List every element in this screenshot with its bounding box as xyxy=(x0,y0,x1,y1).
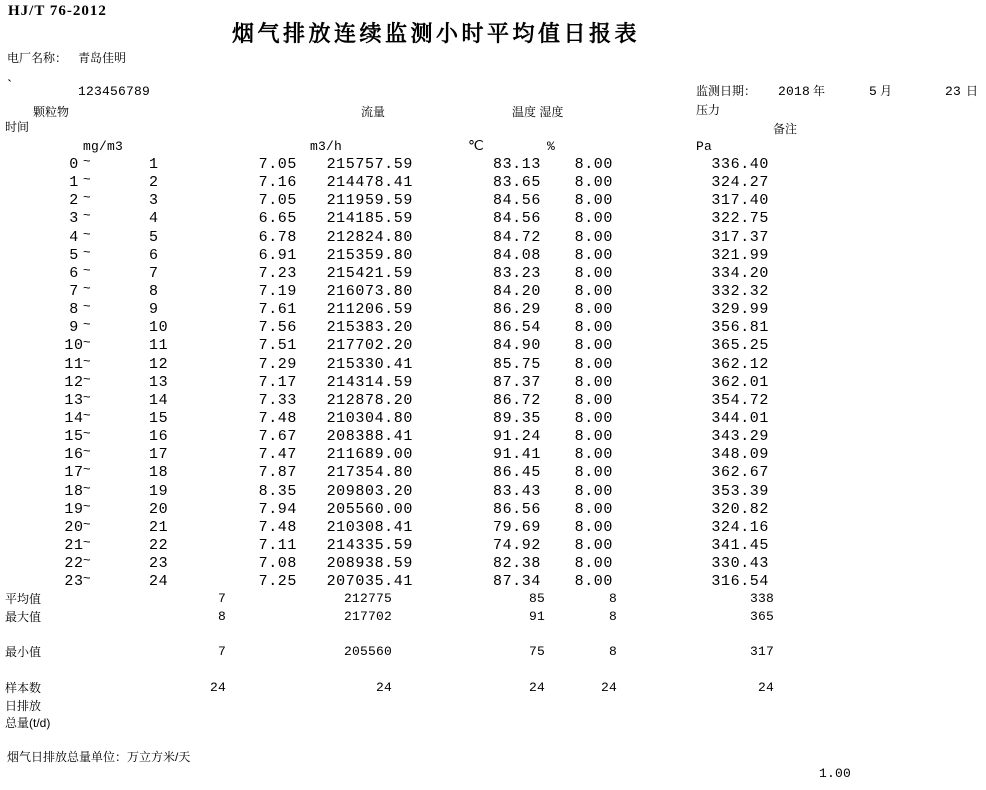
hour-end: 6 xyxy=(149,246,159,264)
table-row xyxy=(0,352,986,374)
pressure-value: 353.39 xyxy=(711,482,769,500)
monitor-date-label: 监测日期： xyxy=(696,84,757,98)
tilde-separator: ~ xyxy=(83,406,91,422)
temperature-value: 89.35 xyxy=(492,409,541,427)
table-row xyxy=(0,225,986,247)
hour-end: 13 xyxy=(149,373,169,391)
tilde-separator: ~ xyxy=(83,570,91,586)
hour-start: 4 xyxy=(69,228,79,246)
humidity-value: 8.00 xyxy=(574,500,613,518)
flow-value: 211689.00 xyxy=(326,446,413,464)
table-row xyxy=(0,479,986,501)
pm-value: 7.08 xyxy=(258,555,297,573)
pm-value: 7.05 xyxy=(258,156,297,173)
hour-start: 6 xyxy=(69,264,79,282)
temperature-value: 74.92 xyxy=(492,536,541,554)
humidity-value: 8.00 xyxy=(574,573,613,591)
pressure-value: 317.40 xyxy=(711,192,769,210)
temperature-value: 84.56 xyxy=(492,192,541,210)
tilde-separator: ~ xyxy=(83,261,91,277)
col-header-temp-hum: 温度 湿度 xyxy=(512,105,564,119)
hour-end: 9 xyxy=(149,301,159,319)
pm-value: 7.33 xyxy=(258,391,297,409)
temperature-value: 86.72 xyxy=(492,391,541,409)
pressure-min: 317 xyxy=(749,644,774,659)
plant-name-label: 电厂名称： xyxy=(7,51,68,65)
tilde-separator: ~ xyxy=(83,352,91,368)
daily-emission-label-line2: 总量(t/d) xyxy=(5,716,51,730)
hour-start: 9 xyxy=(69,319,79,337)
pressure-value: 362.01 xyxy=(711,373,769,391)
humidity-value: 8.00 xyxy=(574,337,613,355)
tilde-separator: ~ xyxy=(83,388,91,404)
humidity-value: 8.00 xyxy=(574,464,613,482)
temperature-value: 84.08 xyxy=(492,246,541,264)
plant-name-value: 青岛佳明 xyxy=(78,51,127,65)
table-row xyxy=(0,298,986,319)
hour-start: 21 xyxy=(64,536,84,554)
pm-value: 7.19 xyxy=(258,282,297,300)
temperature-value: 86.54 xyxy=(492,319,541,337)
humidity-value: 8.00 xyxy=(574,264,613,282)
pressure-value: 362.67 xyxy=(711,464,769,482)
hour-start: 0 xyxy=(69,156,79,173)
flow-value: 211959.59 xyxy=(326,192,413,210)
humidity-value: 8.00 xyxy=(574,282,613,300)
temperature-value: 84.72 xyxy=(492,228,541,246)
temperature-value: 86.45 xyxy=(492,464,541,482)
temperature-value: 84.56 xyxy=(492,210,541,228)
tilde-separator: ~ xyxy=(83,425,91,441)
tilde-separator: ~ xyxy=(83,515,91,531)
summary-row-average xyxy=(0,590,986,608)
humidity-value: 8.00 xyxy=(574,391,613,409)
flow-average: 212775 xyxy=(343,591,392,606)
monitor-date-year-unit: 年 xyxy=(813,84,826,98)
temperature-value: 91.24 xyxy=(492,428,541,446)
tilde-separator: ~ xyxy=(83,189,91,205)
temperature-max: 91 xyxy=(528,609,545,624)
pressure-value: 348.09 xyxy=(711,446,769,464)
tilde-separator: ~ xyxy=(83,207,91,223)
hour-end: 3 xyxy=(149,192,159,210)
temperature-average: 85 xyxy=(528,591,545,606)
hour-end: 15 xyxy=(149,409,169,427)
humidity-value: 8.00 xyxy=(574,518,613,536)
flow-value: 215757.59 xyxy=(326,156,413,173)
hour-start: 23 xyxy=(64,573,84,591)
pressure-value: 336.40 xyxy=(711,156,769,173)
pm-value: 7.94 xyxy=(258,500,297,518)
hour-end: 12 xyxy=(149,355,169,373)
table-row xyxy=(0,533,986,555)
tilde-separator: ~ xyxy=(83,225,91,241)
table-row xyxy=(0,425,986,446)
flow-value: 215383.20 xyxy=(326,319,413,337)
flow-value: 216073.80 xyxy=(326,282,413,300)
pressure-value: 344.01 xyxy=(711,409,769,427)
pm-value: 7.87 xyxy=(258,464,297,482)
pm-value: 8.35 xyxy=(258,482,297,500)
table-row xyxy=(0,497,986,519)
hour-start: 2 xyxy=(69,192,79,210)
humidity-value: 8.00 xyxy=(574,319,613,337)
flow-value: 217354.80 xyxy=(326,464,413,482)
pressure-value: 332.32 xyxy=(711,282,769,300)
hour-end: 22 xyxy=(149,536,169,554)
pm-value: 7.16 xyxy=(258,174,297,192)
flow-value: 215421.59 xyxy=(326,264,413,282)
temperature-value: 87.37 xyxy=(492,373,541,391)
temperature-value: 86.56 xyxy=(492,500,541,518)
tilde-separator: ~ xyxy=(83,533,91,549)
flow-sample-count: 24 xyxy=(375,680,392,695)
flow-value: 215330.41 xyxy=(326,355,413,373)
flow-value: 208388.41 xyxy=(326,428,413,446)
unit-flow: m3/h xyxy=(310,139,343,154)
hour-start: 17 xyxy=(64,464,84,482)
humidity-value: 8.00 xyxy=(574,373,613,391)
temperature-value: 83.65 xyxy=(492,174,541,192)
pm-value: 7.47 xyxy=(258,446,297,464)
pm-value: 6.65 xyxy=(258,210,297,228)
pressure-value: 362.12 xyxy=(711,355,769,373)
hour-start: 20 xyxy=(64,518,84,536)
hour-end: 16 xyxy=(149,428,169,446)
hour-end: 24 xyxy=(149,573,169,591)
report-title: 烟气排放连续监测小时平均值日报表 xyxy=(232,21,641,46)
humidity-min: 8 xyxy=(608,644,617,659)
table-row xyxy=(0,334,986,355)
hour-end: 1 xyxy=(149,156,159,173)
pressure-average: 338 xyxy=(749,591,774,606)
table-row xyxy=(0,461,986,482)
hour-start: 1 xyxy=(69,174,79,192)
unit-pressure: Pa xyxy=(696,139,713,154)
pressure-value: 322.75 xyxy=(711,210,769,228)
hour-start: 3 xyxy=(69,210,79,228)
summary-label: 平均值 xyxy=(5,592,42,606)
hour-end: 7 xyxy=(149,264,159,282)
table-row xyxy=(0,189,986,210)
pressure-max: 365 xyxy=(749,609,774,624)
hour-end: 2 xyxy=(149,174,159,192)
tilde-separator: ~ xyxy=(83,153,91,168)
pressure-value: 341.45 xyxy=(711,536,769,554)
pressure-value: 330.43 xyxy=(711,555,769,573)
humidity-value: 8.00 xyxy=(574,301,613,319)
humidity-value: 8.00 xyxy=(574,409,613,427)
pm-max: 8 xyxy=(217,609,226,624)
pm-value: 7.05 xyxy=(258,192,297,210)
table-row xyxy=(0,388,986,410)
temperature-value: 79.69 xyxy=(492,518,541,536)
col-header-remark: 备注 xyxy=(773,122,798,136)
summary-label: 样本数 xyxy=(5,681,42,695)
unit-temp: ℃ xyxy=(468,137,484,153)
flow-value: 214314.59 xyxy=(326,373,413,391)
flow-value: 214335.59 xyxy=(326,536,413,554)
table-row xyxy=(0,153,986,174)
flow-value: 215359.80 xyxy=(326,246,413,264)
pm-value: 7.25 xyxy=(258,573,297,591)
pressure-value: 329.99 xyxy=(711,301,769,319)
pm-min: 7 xyxy=(217,644,226,659)
pressure-value: 324.16 xyxy=(711,518,769,536)
temperature-value: 83.13 xyxy=(492,156,541,173)
flow-value: 211206.59 xyxy=(326,301,413,319)
pressure-value: 321.99 xyxy=(711,246,769,264)
hour-start: 10 xyxy=(64,337,84,355)
hour-start: 16 xyxy=(64,446,84,464)
pm-value: 7.51 xyxy=(258,337,297,355)
pm-value: 7.56 xyxy=(258,319,297,337)
monitor-date-year: 2018 xyxy=(778,84,811,99)
flow-value: 212878.20 xyxy=(326,391,413,409)
temperature-value: 86.29 xyxy=(492,301,541,319)
pressure-value: 317.37 xyxy=(711,228,769,246)
flow-value: 214478.41 xyxy=(326,174,413,192)
hour-end: 11 xyxy=(149,337,169,355)
pressure-value: 365.25 xyxy=(711,337,769,355)
tilde-separator: ~ xyxy=(83,497,91,513)
pm-value: 7.11 xyxy=(258,536,297,554)
tilde-separator: ~ xyxy=(83,461,91,477)
humidity-value: 8.00 xyxy=(574,428,613,446)
flow-value: 207035.41 xyxy=(326,573,413,591)
table-row xyxy=(0,279,986,301)
humidity-value: 8.00 xyxy=(574,555,613,573)
col-header-pressure: 压力 xyxy=(696,103,721,117)
flow-value: 208938.59 xyxy=(326,555,413,573)
pm-value: 7.67 xyxy=(258,428,297,446)
humidity-value: 8.00 xyxy=(574,446,613,464)
col-header-time: 时间 xyxy=(5,120,30,134)
hour-start: 13 xyxy=(64,391,84,409)
hour-end: 5 xyxy=(149,228,159,246)
table-row xyxy=(0,370,986,392)
daily-total-unit-note: 烟气日排放总量单位：万立方米/天 xyxy=(7,750,191,764)
humidity-value: 8.00 xyxy=(574,355,613,373)
tilde-separator: ~ xyxy=(83,316,91,332)
hour-end: 23 xyxy=(149,555,169,573)
summary-row-max xyxy=(0,608,986,626)
humidity-value: 8.00 xyxy=(574,482,613,500)
humidity-value: 8.00 xyxy=(574,192,613,210)
table-row xyxy=(0,515,986,537)
pm-value: 7.23 xyxy=(258,264,297,282)
pressure-value: 334.20 xyxy=(711,264,769,282)
summary-row-min xyxy=(0,643,986,661)
pm-average: 7 xyxy=(217,591,226,606)
temperature-value: 87.34 xyxy=(492,573,541,591)
humidity-average: 8 xyxy=(608,591,617,606)
table-row xyxy=(0,570,986,591)
humidity-value: 8.00 xyxy=(574,228,613,246)
hour-start: 19 xyxy=(64,500,84,518)
tilde-separator: ~ xyxy=(83,279,91,295)
tilde-separator: ~ xyxy=(83,370,91,386)
hour-start: 12 xyxy=(64,373,84,391)
flow-value: 214185.59 xyxy=(326,210,413,228)
monitor-date-month: 5 xyxy=(869,84,878,99)
flow-value: 209803.20 xyxy=(326,482,413,500)
pressure-value: 356.81 xyxy=(711,319,769,337)
serial-number: 123456789 xyxy=(78,84,151,99)
temperature-value: 82.38 xyxy=(492,555,541,573)
tilde-separator: ~ xyxy=(83,298,91,314)
tilde-separator: ~ xyxy=(83,443,91,459)
flow-value: 212824.80 xyxy=(326,228,413,246)
hour-start: 8 xyxy=(69,301,79,319)
temperature-value: 85.75 xyxy=(492,355,541,373)
flow-value: 217702.20 xyxy=(326,337,413,355)
pressure-value: 343.29 xyxy=(711,428,769,446)
unit-pm: mg/m3 xyxy=(83,139,124,154)
monitor-date-month-unit: 月 xyxy=(880,84,893,98)
tilde-separator: ~ xyxy=(83,479,91,495)
hour-end: 8 xyxy=(149,282,159,300)
table-row xyxy=(0,406,986,428)
hour-end: 20 xyxy=(149,500,169,518)
pm-value: 7.17 xyxy=(258,373,297,391)
flow-value: 210308.41 xyxy=(326,518,413,536)
tilde-separator: ~ xyxy=(83,334,91,350)
pm-sample-count: 24 xyxy=(209,680,226,695)
unit-humidity: % xyxy=(547,139,556,154)
standard-code: HJ/T 76-2012 xyxy=(8,3,107,19)
table-row xyxy=(0,207,986,228)
monitor-date-day-unit: 日 xyxy=(966,84,979,98)
pressure-value: 320.82 xyxy=(711,500,769,518)
pm-value: 7.29 xyxy=(258,355,297,373)
pm-value: 7.48 xyxy=(258,518,297,536)
flow-value: 205560.00 xyxy=(326,500,413,518)
table-row xyxy=(0,316,986,337)
temperature-value: 84.90 xyxy=(492,337,541,355)
humidity-value: 8.00 xyxy=(574,536,613,554)
tilde-separator: ~ xyxy=(83,171,91,187)
pressure-value: 354.72 xyxy=(711,391,769,409)
hour-start: 22 xyxy=(64,555,84,573)
pm-value: 7.61 xyxy=(258,301,297,319)
monitor-date-day: 23 xyxy=(945,84,962,99)
temperature-value: 83.43 xyxy=(492,482,541,500)
humidity-value: 8.00 xyxy=(574,174,613,192)
temperature-value: 84.20 xyxy=(492,282,541,300)
humidity-value: 8.00 xyxy=(574,210,613,228)
temperature-sample-count: 24 xyxy=(528,680,545,695)
hour-start: 15 xyxy=(64,428,84,446)
summary-label: 最大值 xyxy=(5,610,42,624)
table-row xyxy=(0,443,986,464)
table-row xyxy=(0,243,986,265)
page-number: 1.00 xyxy=(818,766,851,781)
hour-end: 14 xyxy=(149,391,169,409)
hour-end: 19 xyxy=(149,482,169,500)
hour-start: 14 xyxy=(64,409,84,427)
hour-start: 18 xyxy=(64,482,84,500)
pressure-sample-count: 24 xyxy=(757,680,774,695)
temperature-min: 75 xyxy=(528,644,545,659)
summary-label: 最小值 xyxy=(5,645,42,659)
hour-end: 21 xyxy=(149,518,169,536)
hour-end: 10 xyxy=(149,319,169,337)
col-header-pm: 颗粒物 xyxy=(33,105,70,119)
humidity-value: 8.00 xyxy=(574,246,613,264)
table-row xyxy=(0,261,986,283)
tilde-separator: ~ xyxy=(83,243,91,259)
humidity-value: 8.00 xyxy=(574,156,613,173)
hour-start: 11 xyxy=(64,355,84,373)
hour-start: 7 xyxy=(69,282,79,300)
humidity-max: 8 xyxy=(608,609,617,624)
temperature-value: 83.23 xyxy=(492,264,541,282)
tilde-separator: ~ xyxy=(83,552,91,568)
hour-end: 4 xyxy=(149,210,159,228)
temperature-value: 91.41 xyxy=(492,446,541,464)
pm-value: 6.91 xyxy=(258,246,297,264)
tick-mark: ` xyxy=(5,78,15,95)
col-header-flow: 流量 xyxy=(361,105,386,119)
hour-start: 5 xyxy=(69,246,79,264)
flow-max: 217702 xyxy=(343,609,392,624)
daily-emission-label-line1: 日排放 xyxy=(5,699,42,713)
hour-end: 17 xyxy=(149,446,169,464)
flow-min: 205560 xyxy=(343,644,392,659)
hour-end: 18 xyxy=(149,464,169,482)
table-row xyxy=(0,171,986,192)
pm-value: 6.78 xyxy=(258,228,297,246)
summary-row-samples xyxy=(0,679,986,697)
pm-value: 7.48 xyxy=(258,409,297,427)
pressure-value: 324.27 xyxy=(711,174,769,192)
flow-value: 210304.80 xyxy=(326,409,413,427)
pressure-value: 316.54 xyxy=(711,573,769,591)
table-row xyxy=(0,552,986,573)
humidity-sample-count: 24 xyxy=(600,680,617,695)
